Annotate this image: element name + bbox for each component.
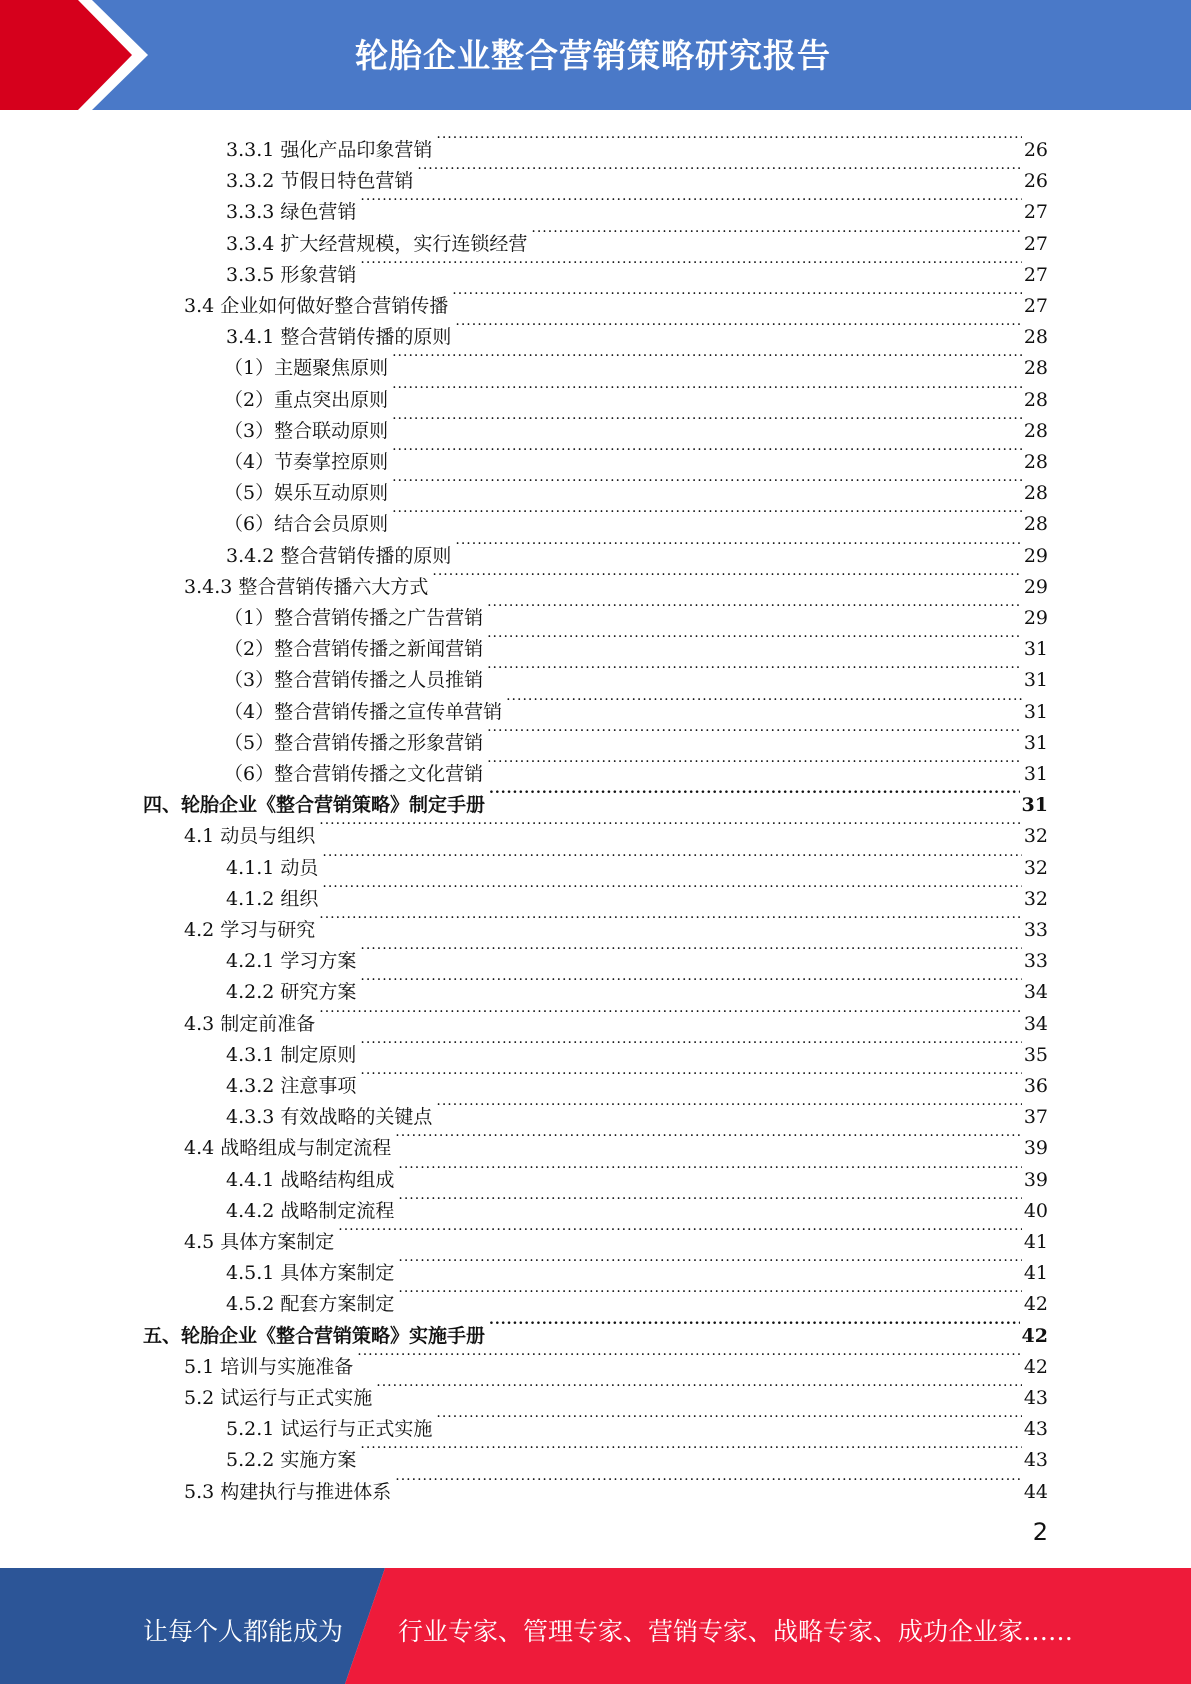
toc-entry-title: 3.4.1 整合营销传播的原则 bbox=[226, 326, 452, 348]
toc-entry[interactable] bbox=[224, 499, 1048, 535]
toc-dot-leader bbox=[531, 219, 1021, 250]
toc-entry-page: 40 bbox=[1023, 1200, 1048, 1222]
toc-entry-page: 27 bbox=[1023, 233, 1048, 255]
toc-dot-leader bbox=[395, 1123, 1022, 1154]
toc-entry-title: 四、轮胎企业《整合营销策略》制定手册 bbox=[143, 794, 486, 816]
toc-entry-page: 41 bbox=[1023, 1231, 1048, 1253]
toc-entry-title: 4.4.1 战略结构组成 bbox=[226, 1169, 395, 1191]
toc-dot-leader bbox=[357, 1342, 1022, 1373]
toc-dot-leader bbox=[360, 967, 1021, 998]
toc-dot-leader bbox=[398, 1248, 1021, 1279]
toc-dot-leader bbox=[455, 312, 1021, 343]
toc-entry-page: 27 bbox=[1023, 295, 1048, 317]
toc-dot-leader bbox=[319, 999, 1022, 1030]
toc-dot-leader bbox=[392, 343, 1022, 374]
toc-entry-title: 4.4 战略组成与制定流程 bbox=[184, 1137, 392, 1159]
toc-dot-leader bbox=[455, 531, 1021, 562]
toc-entry-page: 34 bbox=[1023, 1013, 1048, 1035]
toc-entry[interactable] bbox=[226, 250, 1048, 286]
toc-dot-leader bbox=[489, 780, 1020, 811]
toc-entry-page: 26 bbox=[1023, 170, 1048, 192]
toc-entry-page: 28 bbox=[1023, 389, 1048, 411]
toc-entry[interactable] bbox=[226, 1092, 1048, 1128]
toc-entry[interactable] bbox=[226, 874, 1048, 910]
toc-entry-page: 39 bbox=[1023, 1169, 1048, 1191]
toc-dot-leader bbox=[417, 156, 1021, 187]
toc-dot-leader bbox=[338, 1217, 1022, 1248]
toc-entry-page: 32 bbox=[1023, 888, 1048, 910]
toc-entry-page: 31 bbox=[1023, 638, 1048, 660]
toc-dot-leader bbox=[319, 905, 1022, 936]
toc-entry-page: 33 bbox=[1023, 950, 1048, 972]
toc-entry-title: （5）娱乐互动原则 bbox=[224, 482, 389, 504]
toc-dot-leader bbox=[506, 687, 1022, 718]
toc-dot-leader bbox=[487, 593, 1022, 624]
toc-entry[interactable] bbox=[224, 593, 1048, 629]
toc-entry[interactable] bbox=[226, 125, 1048, 161]
toc-entry[interactable] bbox=[184, 1123, 1048, 1159]
toc-entry[interactable] bbox=[226, 1155, 1048, 1191]
page-number: 2 bbox=[1032, 1518, 1048, 1546]
toc-entry[interactable] bbox=[224, 718, 1048, 754]
toc-entry-title: 4.3.3 有效战略的关键点 bbox=[226, 1106, 433, 1128]
toc-entry-title: 4.5.2 配套方案制定 bbox=[226, 1293, 395, 1315]
toc-entry-title: （2）重点突出原则 bbox=[224, 389, 389, 411]
toc-entry-page: 44 bbox=[1023, 1481, 1048, 1503]
toc-entry-title: 4.2 学习与研究 bbox=[184, 919, 316, 941]
toc-entry-page: 31 bbox=[1023, 732, 1048, 754]
toc-entry[interactable] bbox=[226, 1279, 1048, 1315]
toc-dot-leader bbox=[360, 1030, 1021, 1061]
toc-entry-page: 43 bbox=[1023, 1418, 1048, 1440]
toc-entry-page: 31 bbox=[1023, 763, 1048, 785]
toc-entry-title: 5.1 培训与实施准备 bbox=[184, 1356, 354, 1378]
toc-entry[interactable] bbox=[224, 343, 1048, 379]
toc-entry-title: 3.3.1 强化产品印象营销 bbox=[226, 139, 433, 161]
toc-entry-title: 5.2.1 试运行与正式实施 bbox=[226, 1418, 433, 1440]
toc-entry-page: 27 bbox=[1023, 201, 1048, 223]
page-footer bbox=[0, 1568, 1191, 1684]
toc-entry-title: （4）整合营销传播之宣传单营销 bbox=[224, 701, 503, 723]
toc-entry-title: （6）结合会员原则 bbox=[224, 513, 389, 535]
toc-entry[interactable] bbox=[226, 1186, 1048, 1222]
toc-entry-title: 4.2.2 研究方案 bbox=[226, 981, 357, 1003]
toc-entry[interactable] bbox=[184, 1217, 1048, 1253]
toc-dot-leader bbox=[487, 624, 1022, 655]
footer-slogan-left: 让每个人都能成为 bbox=[143, 1617, 344, 1646]
toc-entry-title: 3.4.2 整合营销传播的原则 bbox=[226, 545, 452, 567]
toc-entry[interactable] bbox=[184, 1373, 1048, 1409]
toc-dot-leader bbox=[489, 1311, 1020, 1342]
toc-entry-page: 37 bbox=[1023, 1106, 1048, 1128]
toc-dot-leader bbox=[376, 1373, 1022, 1404]
toc-dot-leader bbox=[436, 1092, 1021, 1123]
toc-entry[interactable] bbox=[143, 1311, 1048, 1347]
toc-dot-leader bbox=[392, 406, 1022, 437]
toc-entry-page: 41 bbox=[1023, 1262, 1048, 1284]
toc-entry[interactable] bbox=[184, 905, 1048, 941]
toc-dot-leader bbox=[322, 843, 1021, 874]
toc-entry-page: 28 bbox=[1023, 513, 1048, 535]
toc-entry-page: 42 bbox=[1023, 1293, 1048, 1315]
toc-entry[interactable] bbox=[184, 562, 1048, 598]
toc-dot-leader bbox=[392, 375, 1022, 406]
toc-entry-page: 27 bbox=[1023, 264, 1048, 286]
page-header bbox=[0, 0, 1191, 110]
toc-entry[interactable] bbox=[226, 1030, 1048, 1066]
toc-entry[interactable] bbox=[224, 406, 1048, 442]
toc-entry[interactable] bbox=[143, 780, 1048, 816]
toc-entry-title: 4.1 动员与组织 bbox=[184, 825, 316, 847]
toc-entry-title: （2）整合营销传播之新闻营销 bbox=[224, 638, 484, 660]
toc-dot-leader bbox=[487, 749, 1022, 780]
toc-entry[interactable] bbox=[226, 1404, 1048, 1440]
toc-dot-leader bbox=[398, 1279, 1021, 1310]
toc-entry[interactable] bbox=[224, 375, 1048, 411]
toc-entry-page: 28 bbox=[1023, 451, 1048, 473]
toc-entry[interactable] bbox=[224, 624, 1048, 660]
toc-entry[interactable] bbox=[184, 1342, 1048, 1378]
toc-entry-title: 5.3 构建执行与推进体系 bbox=[184, 1481, 392, 1503]
toc-entry-title: 3.4.3 整合营销传播六大方式 bbox=[184, 576, 429, 598]
toc-entry-title: 4.1.2 组织 bbox=[226, 888, 319, 910]
toc-entry-page: 26 bbox=[1023, 139, 1048, 161]
toc-entry-title: 4.3.2 注意事项 bbox=[226, 1075, 357, 1097]
toc-entry-title: 5.2.2 实施方案 bbox=[226, 1449, 357, 1471]
toc-entry[interactable] bbox=[226, 312, 1048, 348]
toc-entry-page: 34 bbox=[1023, 981, 1048, 1003]
toc-entry-title: 五、轮胎企业《整合营销策略》实施手册 bbox=[143, 1325, 486, 1347]
toc-entry-title: 4.2.1 学习方案 bbox=[226, 950, 357, 972]
toc-entry-page: 31 bbox=[1021, 794, 1048, 816]
toc-entry[interactable] bbox=[226, 219, 1048, 255]
toc-dot-leader bbox=[392, 437, 1022, 468]
toc-entry[interactable] bbox=[224, 655, 1048, 691]
toc-entry-page: 31 bbox=[1023, 669, 1048, 691]
toc-entry-page: 28 bbox=[1023, 326, 1048, 348]
toc-entry-page: 42 bbox=[1023, 1356, 1048, 1378]
toc-entry-title: 5.2 试运行与正式实施 bbox=[184, 1387, 373, 1409]
toc-entry[interactable] bbox=[224, 749, 1048, 785]
toc-dot-leader bbox=[360, 187, 1021, 218]
toc-entry[interactable] bbox=[224, 687, 1048, 723]
toc-entry-title: （1）主题聚焦原则 bbox=[224, 357, 389, 379]
footer-slogan-right: 行业专家、管理专家、营销专家、战略专家、成功企业家…… bbox=[398, 1617, 1074, 1646]
toc-entry[interactable] bbox=[226, 187, 1048, 223]
toc-entry-title: 3.3.3 绿色营销 bbox=[226, 201, 357, 223]
toc-dot-leader bbox=[436, 125, 1021, 156]
toc-dot-leader bbox=[398, 1186, 1021, 1217]
toc-entry-title: （4）节奏掌控原则 bbox=[224, 451, 389, 473]
toc-entry-title: （1）整合营销传播之广告营销 bbox=[224, 607, 484, 629]
toc-entry-title: （6）整合营销传播之文化营销 bbox=[224, 763, 484, 785]
toc-entry[interactable] bbox=[226, 967, 1048, 1003]
toc-dot-leader bbox=[319, 811, 1022, 842]
toc-entry-page: 29 bbox=[1023, 607, 1048, 629]
toc-entry-title: 4.3.1 制定原则 bbox=[226, 1044, 357, 1066]
toc-entry-title: 3.4 企业如何做好整合营销传播 bbox=[184, 295, 449, 317]
toc-entry-page: 31 bbox=[1023, 701, 1048, 723]
toc-entry-page: 28 bbox=[1023, 482, 1048, 504]
toc-dot-leader bbox=[392, 468, 1022, 499]
toc-entry[interactable] bbox=[226, 936, 1048, 972]
toc-entry-title: 4.1.1 动员 bbox=[226, 857, 319, 879]
toc-entry-title: 3.3.5 形象营销 bbox=[226, 264, 357, 286]
toc-entry[interactable] bbox=[184, 281, 1048, 317]
toc-entry[interactable] bbox=[184, 1467, 1048, 1503]
toc-entry-page: 42 bbox=[1021, 1325, 1048, 1347]
toc-entry[interactable] bbox=[226, 843, 1048, 879]
toc-dot-leader bbox=[395, 1467, 1022, 1498]
toc-dot-leader bbox=[398, 1155, 1021, 1186]
toc-entry-page: 28 bbox=[1023, 420, 1048, 442]
toc-entry[interactable] bbox=[224, 437, 1048, 473]
toc-entry-page: 29 bbox=[1023, 545, 1048, 567]
toc-dot-leader bbox=[487, 655, 1022, 686]
toc-dot-leader bbox=[392, 499, 1022, 530]
toc-entry-page: 35 bbox=[1023, 1044, 1048, 1066]
toc-entry-title: 4.4.2 战略制定流程 bbox=[226, 1200, 395, 1222]
toc-entry-title: 3.3.4 扩大经营规模，实行连锁经营 bbox=[226, 233, 528, 255]
header-chevron-decoration bbox=[0, 0, 160, 110]
toc-entry-page: 28 bbox=[1023, 357, 1048, 379]
toc-dot-leader bbox=[322, 874, 1021, 905]
toc-dot-leader bbox=[360, 1435, 1021, 1466]
toc-dot-leader bbox=[360, 936, 1021, 967]
toc-entry-title: 3.3.2 节假日特色营销 bbox=[226, 170, 414, 192]
toc-entry-page: 33 bbox=[1023, 919, 1048, 941]
toc-entry[interactable] bbox=[226, 1435, 1048, 1471]
toc-entry[interactable] bbox=[226, 531, 1048, 567]
toc-dot-leader bbox=[432, 562, 1021, 593]
toc-entry[interactable] bbox=[184, 999, 1048, 1035]
toc-dot-leader bbox=[436, 1404, 1021, 1435]
toc-entry-title: 4.5 具体方案制定 bbox=[184, 1231, 335, 1253]
toc-entry[interactable] bbox=[226, 1248, 1048, 1284]
toc-entry-title: （3）整合联动原则 bbox=[224, 420, 389, 442]
toc-entry-page: 43 bbox=[1023, 1387, 1048, 1409]
toc-entry[interactable] bbox=[226, 156, 1048, 192]
toc-entry[interactable] bbox=[226, 1061, 1048, 1097]
toc-entry-page: 32 bbox=[1023, 857, 1048, 879]
toc-entry[interactable] bbox=[184, 811, 1048, 847]
toc-entry-page: 29 bbox=[1023, 576, 1048, 598]
document-title: 轮胎企业整合营销策略研究报告 bbox=[355, 36, 831, 75]
toc-dot-leader bbox=[360, 250, 1021, 281]
toc-entry-title: （5）整合营销传播之形象营销 bbox=[224, 732, 484, 754]
toc-entry-page: 39 bbox=[1023, 1137, 1048, 1159]
toc-entry[interactable] bbox=[224, 468, 1048, 504]
toc-entry-title: 4.3 制定前准备 bbox=[184, 1013, 316, 1035]
toc-entry-title: 4.5.1 具体方案制定 bbox=[226, 1262, 395, 1284]
toc-entry-page: 32 bbox=[1023, 825, 1048, 847]
toc-entry-page: 36 bbox=[1023, 1075, 1048, 1097]
toc-entry-title: （3）整合营销传播之人员推销 bbox=[224, 669, 484, 691]
toc-entry-page: 43 bbox=[1023, 1449, 1048, 1471]
toc-dot-leader bbox=[452, 281, 1022, 312]
toc-dot-leader bbox=[487, 718, 1022, 749]
toc-dot-leader bbox=[360, 1061, 1021, 1092]
